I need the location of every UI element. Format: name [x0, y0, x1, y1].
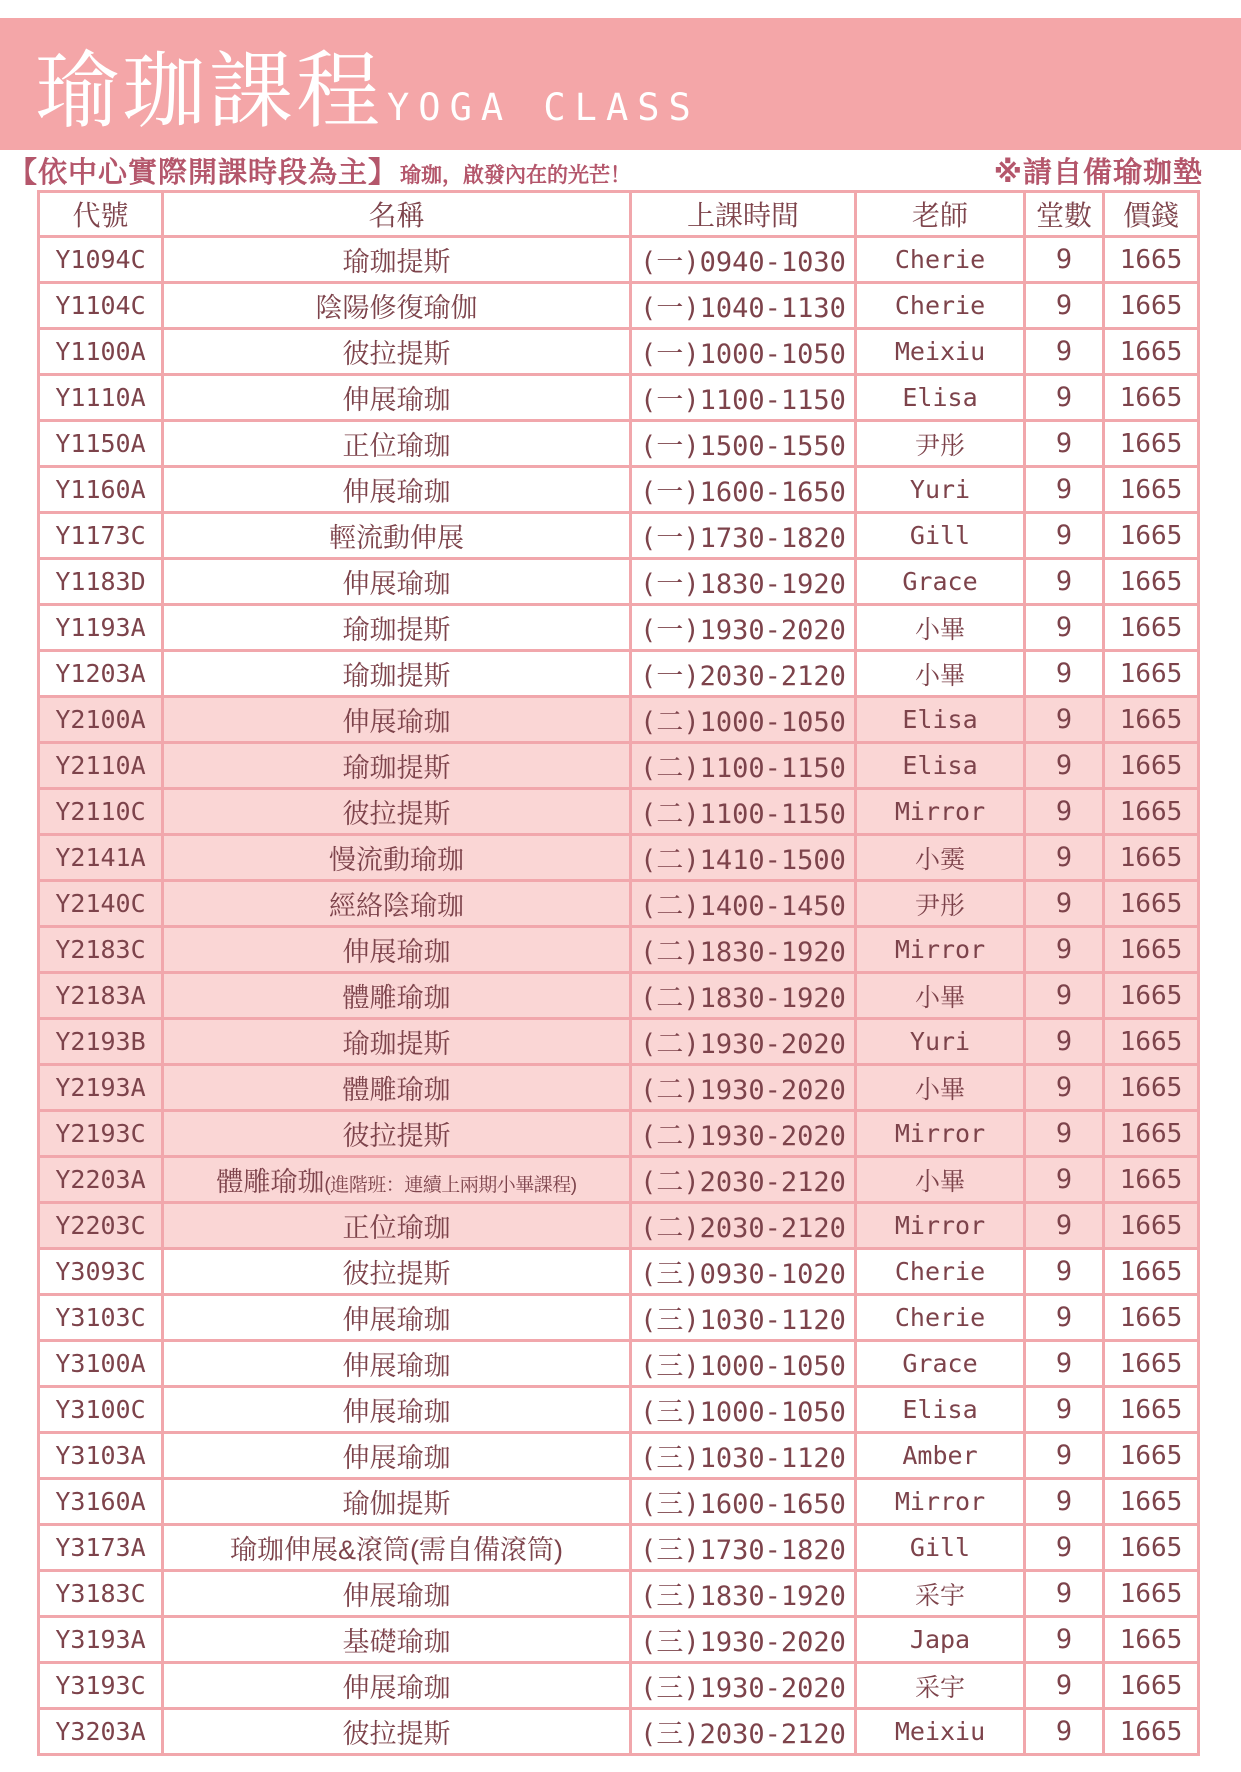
time-cell: (二)2030-2120: [631, 1157, 856, 1203]
teacher-cell: Meixiu: [856, 329, 1025, 375]
code-cell: Y2110A: [39, 743, 163, 789]
class-name: 陰陽修復瑜伽: [315, 293, 478, 323]
code-cell: Y2203A: [39, 1157, 163, 1203]
sessions-cell: 9: [1025, 421, 1104, 467]
price-cell: 1665: [1104, 1709, 1199, 1755]
code-cell: Y1193A: [39, 605, 163, 651]
code-cell: Y2183A: [39, 973, 163, 1019]
name-cell: [163, 1341, 631, 1387]
time-cell: (三)1000-1050: [631, 1387, 856, 1433]
time-cell: (三)1830-1920: [631, 1571, 856, 1617]
sessions-cell: 9: [1025, 789, 1104, 835]
code-cell: Y1183D: [39, 559, 163, 605]
table-body: [39, 237, 1199, 1755]
class-name: 瑜珈伸展&滾筒(需自備滾筒): [230, 1535, 563, 1565]
name-cell: [163, 1571, 631, 1617]
code-cell: Y2110C: [39, 789, 163, 835]
table-header: [39, 192, 1199, 237]
price-cell: 1665: [1104, 1387, 1199, 1433]
code-cell: Y3103A: [39, 1433, 163, 1479]
sessions-cell: 9: [1025, 375, 1104, 421]
table-row: [39, 1111, 1199, 1157]
time-cell: (二)1410-1500: [631, 835, 856, 881]
time-cell: (一)1500-1550: [631, 421, 856, 467]
sessions-cell: 9: [1025, 559, 1104, 605]
table-row: [39, 1341, 1199, 1387]
class-name: 瑜珈提斯: [342, 753, 451, 783]
notice-secondary-text: 瑜珈，啟發內在的光芒！: [400, 164, 632, 187]
class-name: 伸展瑜珈: [342, 707, 451, 737]
teacher-cell: Mirror: [856, 1111, 1025, 1157]
price-cell: 1665: [1104, 1617, 1199, 1663]
price-cell: 1665: [1104, 605, 1199, 651]
class-name: 輕流動伸展: [329, 523, 464, 553]
sessions-cell: 9: [1025, 1019, 1104, 1065]
sessions-cell: 9: [1025, 835, 1104, 881]
teacher-cell: Cherie: [856, 237, 1025, 283]
class-name: 彼拉提斯: [342, 1719, 451, 1749]
table-row: [39, 927, 1199, 973]
teacher-cell: Grace: [856, 559, 1025, 605]
price-cell: 1665: [1104, 1479, 1199, 1525]
sessions-cell: 9: [1025, 283, 1104, 329]
teacher-cell: Cherie: [856, 283, 1025, 329]
column-header: 上課時間: [631, 192, 856, 237]
time-cell: (二)1930-2020: [631, 1111, 856, 1157]
price-cell: 1665: [1104, 789, 1199, 835]
time-cell: (三)1030-1120: [631, 1295, 856, 1341]
column-header: 價錢: [1104, 192, 1199, 237]
teacher-cell: Elisa: [856, 743, 1025, 789]
class-name: 彼拉提斯: [342, 339, 451, 369]
table-row: [39, 1249, 1199, 1295]
name-cell: [163, 1525, 631, 1571]
teacher-cell: 小畢: [856, 605, 1025, 651]
time-cell: (一)1000-1050: [631, 329, 856, 375]
name-cell: [163, 1617, 631, 1663]
teacher-cell: Yuri: [856, 1019, 1025, 1065]
teacher-cell: Gill: [856, 1525, 1025, 1571]
class-name: 瑜珈提斯: [342, 1029, 451, 1059]
name-cell: [163, 1203, 631, 1249]
price-cell: 1665: [1104, 237, 1199, 283]
time-cell: (三)0930-1020: [631, 1249, 856, 1295]
sessions-cell: 9: [1025, 881, 1104, 927]
name-cell: [163, 375, 631, 421]
name-cell: [163, 1249, 631, 1295]
name-cell: [163, 789, 631, 835]
class-name: 伸展瑜珈: [342, 1305, 451, 1335]
name-cell: [163, 1111, 631, 1157]
price-cell: 1665: [1104, 835, 1199, 881]
table-row: [39, 513, 1199, 559]
sessions-cell: 9: [1025, 1249, 1104, 1295]
price-cell: 1665: [1104, 1157, 1199, 1203]
class-name: 彼拉提斯: [342, 1121, 451, 1151]
notice-bar: [0, 150, 1241, 190]
class-name: 瑜伽提斯: [342, 1489, 451, 1519]
table-row: [39, 1295, 1199, 1341]
sessions-cell: 9: [1025, 1709, 1104, 1755]
price-cell: 1665: [1104, 1111, 1199, 1157]
table-row: [39, 559, 1199, 605]
teacher-cell: Yuri: [856, 467, 1025, 513]
teacher-cell: Grace: [856, 1341, 1025, 1387]
sessions-cell: 9: [1025, 237, 1104, 283]
class-name-note: (進階班：連續上兩期小畢課程): [324, 1175, 577, 1196]
code-cell: Y3203A: [39, 1709, 163, 1755]
time-cell: (二)2030-2120: [631, 1203, 856, 1249]
table-row: [39, 421, 1199, 467]
code-cell: Y3100A: [39, 1341, 163, 1387]
table-row: [39, 1525, 1199, 1571]
price-cell: 1665: [1104, 1019, 1199, 1065]
table-row: [39, 789, 1199, 835]
price-cell: 1665: [1104, 881, 1199, 927]
sessions-cell: 9: [1025, 1203, 1104, 1249]
code-cell: Y2100A: [39, 697, 163, 743]
name-cell: [163, 1433, 631, 1479]
name-cell: [163, 283, 631, 329]
class-name: 伸展瑜珈: [342, 477, 451, 507]
table-row: [39, 1203, 1199, 1249]
name-cell: [163, 1709, 631, 1755]
notice-primary-text: 【依中心實際開課時段為主】: [8, 157, 399, 189]
table-row: [39, 605, 1199, 651]
time-cell: (三)1930-2020: [631, 1663, 856, 1709]
price-cell: 1665: [1104, 1203, 1199, 1249]
price-cell: 1665: [1104, 1525, 1199, 1571]
name-cell: [163, 835, 631, 881]
table-row: [39, 375, 1199, 421]
page-title: 瑜珈課程: [35, 44, 384, 138]
time-cell: (三)1600-1650: [631, 1479, 856, 1525]
code-cell: Y2193A: [39, 1065, 163, 1111]
code-cell: Y3100C: [39, 1387, 163, 1433]
name-cell: [163, 513, 631, 559]
sessions-cell: 9: [1025, 973, 1104, 1019]
time-cell: (一)1600-1650: [631, 467, 856, 513]
teacher-cell: 采宇: [856, 1663, 1025, 1709]
table-header-row: [39, 192, 1199, 237]
time-cell: (二)1100-1150: [631, 743, 856, 789]
teacher-cell: Mirror: [856, 1203, 1025, 1249]
table-row: [39, 835, 1199, 881]
column-header: 堂數: [1025, 192, 1104, 237]
name-cell: [163, 1479, 631, 1525]
teacher-cell: Mirror: [856, 789, 1025, 835]
class-name: 體雕瑜珈: [216, 1167, 325, 1197]
table-row: [39, 1709, 1199, 1755]
sessions-cell: 9: [1025, 1571, 1104, 1617]
name-cell: [163, 467, 631, 513]
name-cell: [163, 1295, 631, 1341]
price-cell: 1665: [1104, 1433, 1199, 1479]
class-name: 伸展瑜珈: [342, 1397, 451, 1427]
time-cell: (二)1930-2020: [631, 1019, 856, 1065]
teacher-cell: 小霙: [856, 835, 1025, 881]
column-header: 名稱: [163, 192, 631, 237]
code-cell: Y2193C: [39, 1111, 163, 1157]
table-row: [39, 881, 1199, 927]
price-cell: 1665: [1104, 329, 1199, 375]
teacher-cell: 小畢: [856, 1065, 1025, 1111]
price-cell: 1665: [1104, 1663, 1199, 1709]
code-cell: Y1203A: [39, 651, 163, 697]
teacher-cell: Elisa: [856, 375, 1025, 421]
code-cell: Y3093C: [39, 1249, 163, 1295]
column-header: 老師: [856, 192, 1025, 237]
sessions-cell: 9: [1025, 513, 1104, 559]
page-title-english: YOGA CLASS: [387, 86, 700, 129]
name-cell: [163, 1157, 631, 1203]
code-cell: Y1110A: [39, 375, 163, 421]
time-cell: (三)1000-1050: [631, 1341, 856, 1387]
time-cell: (一)0940-1030: [631, 237, 856, 283]
table-row: [39, 1479, 1199, 1525]
teacher-cell: Amber: [856, 1433, 1025, 1479]
sessions-cell: 9: [1025, 1387, 1104, 1433]
teacher-cell: Japa: [856, 1617, 1025, 1663]
sessions-cell: 9: [1025, 329, 1104, 375]
time-cell: (一)1100-1150: [631, 375, 856, 421]
teacher-cell: 小畢: [856, 651, 1025, 697]
sessions-cell: 9: [1025, 1617, 1104, 1663]
code-cell: Y1104C: [39, 283, 163, 329]
price-cell: 1665: [1104, 1249, 1199, 1295]
teacher-cell: Cherie: [856, 1249, 1025, 1295]
page-banner: [0, 18, 1241, 150]
name-cell: [163, 881, 631, 927]
table-row: [39, 1019, 1199, 1065]
teacher-cell: Cherie: [856, 1295, 1025, 1341]
price-cell: 1665: [1104, 513, 1199, 559]
name-cell: [163, 1387, 631, 1433]
price-cell: 1665: [1104, 743, 1199, 789]
teacher-cell: 小畢: [856, 1157, 1025, 1203]
name-cell: [163, 697, 631, 743]
time-cell: (二)1830-1920: [631, 927, 856, 973]
price-cell: 1665: [1104, 973, 1199, 1019]
price-cell: 1665: [1104, 1295, 1199, 1341]
code-cell: Y3193C: [39, 1663, 163, 1709]
price-cell: 1665: [1104, 375, 1199, 421]
code-cell: Y3173A: [39, 1525, 163, 1571]
class-name: 基礎瑜珈: [342, 1627, 451, 1657]
teacher-cell: Gill: [856, 513, 1025, 559]
price-cell: 1665: [1104, 559, 1199, 605]
teacher-cell: 小畢: [856, 973, 1025, 1019]
sessions-cell: 9: [1025, 697, 1104, 743]
table-row: [39, 973, 1199, 1019]
sessions-cell: 9: [1025, 1065, 1104, 1111]
table-row: [39, 1387, 1199, 1433]
code-cell: Y2140C: [39, 881, 163, 927]
code-cell: Y3183C: [39, 1571, 163, 1617]
name-cell: [163, 605, 631, 651]
code-cell: Y1160A: [39, 467, 163, 513]
teacher-cell: 采宇: [856, 1571, 1025, 1617]
class-name: 彼拉提斯: [342, 799, 451, 829]
table-row: [39, 1571, 1199, 1617]
teacher-cell: Meixiu: [856, 1709, 1025, 1755]
teacher-cell: Elisa: [856, 697, 1025, 743]
class-name: 正位瑜珈: [342, 431, 451, 461]
sessions-cell: 9: [1025, 927, 1104, 973]
name-cell: [163, 329, 631, 375]
time-cell: (二)1930-2020: [631, 1065, 856, 1111]
class-name: 伸展瑜珈: [342, 1673, 451, 1703]
time-cell: (二)1100-1150: [631, 789, 856, 835]
price-cell: 1665: [1104, 467, 1199, 513]
teacher-cell: Mirror: [856, 927, 1025, 973]
sessions-cell: 9: [1025, 651, 1104, 697]
name-cell: [163, 559, 631, 605]
price-cell: 1665: [1104, 283, 1199, 329]
time-cell: (一)1730-1820: [631, 513, 856, 559]
time-cell: (一)1830-1920: [631, 559, 856, 605]
code-cell: Y2183C: [39, 927, 163, 973]
price-cell: 1665: [1104, 697, 1199, 743]
time-cell: (二)1400-1450: [631, 881, 856, 927]
class-name: 體雕瑜珈: [342, 983, 451, 1013]
teacher-cell: Mirror: [856, 1479, 1025, 1525]
code-cell: Y1150A: [39, 421, 163, 467]
sessions-cell: 9: [1025, 1525, 1104, 1571]
table-row: [39, 1157, 1199, 1203]
class-name: 伸展瑜珈: [342, 569, 451, 599]
code-cell: Y1094C: [39, 237, 163, 283]
price-cell: 1665: [1104, 1065, 1199, 1111]
time-cell: (二)1830-1920: [631, 973, 856, 1019]
class-name: 伸展瑜珈: [342, 1351, 451, 1381]
class-name: 伸展瑜珈: [342, 1581, 451, 1611]
table-row: [39, 651, 1199, 697]
name-cell: [163, 1065, 631, 1111]
price-cell: 1665: [1104, 1341, 1199, 1387]
class-name: 瑜珈提斯: [342, 615, 451, 645]
column-header: 代號: [39, 192, 163, 237]
sessions-cell: 9: [1025, 1157, 1104, 1203]
teacher-cell: 尹彤: [856, 881, 1025, 927]
code-cell: Y2193B: [39, 1019, 163, 1065]
name-cell: [163, 237, 631, 283]
time-cell: (一)2030-2120: [631, 651, 856, 697]
code-cell: Y2141A: [39, 835, 163, 881]
time-cell: (三)2030-2120: [631, 1709, 856, 1755]
class-name: 慢流動瑜珈: [329, 845, 464, 875]
class-name: 體雕瑜珈: [342, 1075, 451, 1105]
name-cell: [163, 1019, 631, 1065]
class-name: 正位瑜珈: [342, 1213, 451, 1243]
name-cell: [163, 743, 631, 789]
class-name: 伸展瑜珈: [342, 937, 451, 967]
table-row: [39, 329, 1199, 375]
table-row: [39, 1663, 1199, 1709]
notice-bring-mat-text: ※請自備瑜珈墊: [993, 157, 1203, 189]
teacher-cell: Elisa: [856, 1387, 1025, 1433]
time-cell: (三)1930-2020: [631, 1617, 856, 1663]
price-cell: 1665: [1104, 651, 1199, 697]
sessions-cell: 9: [1025, 1341, 1104, 1387]
time-cell: (三)1730-1820: [631, 1525, 856, 1571]
sessions-cell: 9: [1025, 1479, 1104, 1525]
table-row: [39, 1065, 1199, 1111]
table-row: [39, 743, 1199, 789]
class-name: 伸展瑜珈: [342, 385, 451, 415]
name-cell: [163, 927, 631, 973]
class-schedule-table: [37, 190, 1200, 1756]
class-name: 彼拉提斯: [342, 1259, 451, 1289]
sessions-cell: 9: [1025, 743, 1104, 789]
name-cell: [163, 1663, 631, 1709]
price-cell: 1665: [1104, 421, 1199, 467]
sessions-cell: 9: [1025, 1663, 1104, 1709]
code-cell: Y2203C: [39, 1203, 163, 1249]
table-row: [39, 237, 1199, 283]
price-cell: 1665: [1104, 927, 1199, 973]
class-name: 經絡陰瑜珈: [329, 891, 464, 921]
notice-left: [8, 153, 631, 193]
time-cell: (三)1030-1120: [631, 1433, 856, 1479]
sessions-cell: 9: [1025, 1295, 1104, 1341]
name-cell: [163, 651, 631, 697]
class-name: 瑜珈提斯: [342, 661, 451, 691]
teacher-cell: 尹彤: [856, 421, 1025, 467]
price-cell: 1665: [1104, 1571, 1199, 1617]
table-row: [39, 697, 1199, 743]
time-cell: (二)1000-1050: [631, 697, 856, 743]
time-cell: (一)1040-1130: [631, 283, 856, 329]
sessions-cell: 9: [1025, 467, 1104, 513]
table-row: [39, 283, 1199, 329]
table-row: [39, 467, 1199, 513]
table-row: [39, 1433, 1199, 1479]
class-name: 瑜珈提斯: [342, 247, 451, 277]
name-cell: [163, 421, 631, 467]
code-cell: Y3103C: [39, 1295, 163, 1341]
sessions-cell: 9: [1025, 605, 1104, 651]
sessions-cell: 9: [1025, 1111, 1104, 1157]
code-cell: Y3193A: [39, 1617, 163, 1663]
code-cell: Y3160A: [39, 1479, 163, 1525]
code-cell: Y1100A: [39, 329, 163, 375]
name-cell: [163, 973, 631, 1019]
class-name: 伸展瑜珈: [342, 1443, 451, 1473]
table-row: [39, 1617, 1199, 1663]
sessions-cell: 9: [1025, 1433, 1104, 1479]
time-cell: (一)1930-2020: [631, 605, 856, 651]
code-cell: Y1173C: [39, 513, 163, 559]
